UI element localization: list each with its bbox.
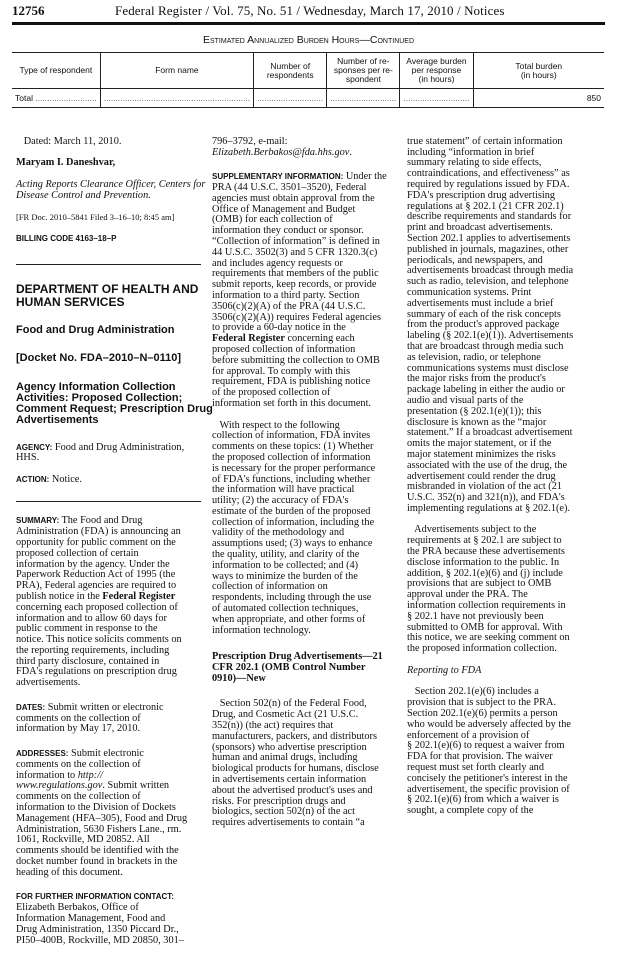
addresses-text: . Submit written comments on the collection of information to the Division of Dockets Management (HFA–305), Food and Drug Administration, 5630 Fishers Lane., rm. 1061, Rockville, MD 20852. All comments should be identified with the docket number found in brackets in the heading of this document.	[16, 780, 188, 878]
contact-text: Elizabeth Berbakos, Office of Information Management, Food and Drug Administration, 1350 Piccard Dr., PI50–400B, Rockville, MD 20850, 301–	[16, 902, 184, 946]
dates-para	[16, 703, 211, 735]
agency-heading: Food and Drug Administration	[16, 324, 175, 337]
contact-text: 796–3792, e-mail:	[212, 135, 288, 147]
burden-table	[12, 52, 604, 108]
reporting-subheading: Reporting to FDA	[407, 664, 482, 676]
addresses-label: ADDRESSES:	[16, 749, 69, 759]
agency-para	[16, 443, 211, 465]
leader-dots: ............................	[327, 89, 400, 108]
col-header: Number of respondents	[254, 53, 327, 89]
action-label: ACTION:	[16, 474, 50, 484]
billing-code: BILLING CODE 4163–18–P	[16, 233, 117, 243]
regulation-para: true statement” of certain information including “information in brief summary relating to side effects, contraindications, and effectiveness” as required by regulations issued by FDA. FDA's prescription drug advertising regulations at § 202.1 (21 CFR 202.1) describe requirements and standards for print and broadcast advertisements. Section 202.1 applies to advertisements published in journals, magazines, other periodicals, and newspapers, and advertisements broadcast through media such as radio, television, and telephone communication systems. Print advertisements must include a brief summary of each of the risk concepts from the product's approved package labeling (§ 202.1(e)(1)). Advertisements that are broadcast through media such as television, radio, or telephone communications systems must disclose the major risks from the product's package labeling in either the audio or audio and visual parts of the presentation (§ 202.1(e)(1)); this disclosure is known as the “major statement.” If a broadcast advertisement omits the major statement, or if the major statement minimizes the risks associated with the use of the drug, the advertisement could render the drug misbranded in violation of the act (21 U.S.C. 352(n) and 321(n)), and FDA's implementing regulations at § 202.1(e).	[407, 135, 574, 514]
leader-dots: ............................	[254, 89, 327, 108]
summary-text: The Food and Drug Administration (FDA) is announcing an opportunity for public comment on the proposed collection of certain information by the agency. Under the Paperwork Reduction Act of 1995 (the PRA), Federal agencies are required to publish notice in the	[16, 515, 181, 602]
supplementary-text: Under the PRA (44 U.S.C. 3501–3520), Federal agencies must obtain approval from the Office of Management and Budget (OMB) for each collection of information they conduct or sponsor. “Collection of information” is defined in 44 U.S.C. 3502(3) and 5 CFR 1320.3(c) and includes agency requests or requirements that members of the public submit reports, keep records, or provide information to a third party. Section 3506(c)(2)(A) of the PRA (44 U.S.C. 3506(c)(2)(A)) requires Federal agencies to provide a 60-day notice in the	[212, 171, 387, 334]
total-label: Total	[15, 93, 33, 103]
summary-para	[16, 516, 211, 689]
supplementary-para	[212, 172, 407, 410]
docket-number: [Docket No. FDA–2010–N–0110]	[16, 352, 182, 365]
agency-text: Food and Drug Administration, HHS.	[16, 441, 185, 464]
signer-name: Maryam I. Daneshvar,	[16, 157, 116, 169]
addresses-para	[16, 749, 211, 879]
dates-text: Submit written or electronic comments on the collection of information by May 17, 2010.	[16, 701, 164, 735]
section-divider	[16, 501, 201, 502]
column-2	[212, 126, 407, 840]
col-header: Number of re- sponses per re- spondent	[327, 53, 400, 89]
department-heading: DEPARTMENT OF HEALTH AND HUMAN SERVICES	[16, 282, 199, 309]
collection-heading: Prescription Drug Advertisements—21 CFR 202.1 (OMB Control Number 0910)—New	[212, 651, 383, 684]
federal-register-ref: Federal Register	[102, 590, 176, 602]
notice-subject: Agency Information Collection Activities: Proposed Collection; Comment Request; Prescription Drug Advertisements	[16, 380, 213, 426]
pra-para: Advertisements subject to the requirements at § 202.1 are subject to the PRA because these advertisements disclose information to the public. In addition, § 202.1(e)(6) and (j) include provisions that are subject to OMB approval under the PRA. The information collection requirements in § 202.1 have not previously been submitted to OMB for approval. With this notice, we are seeking comment on the proposed information collection.	[407, 524, 570, 655]
col-header: Average burden per response (in hours)	[400, 53, 473, 89]
waiver-para: Section 202.1(e)(6) includes a provision that is subject to the PRA. Section 202.1(e)(6) permits a person who would be adversely affected by the enforcement of a provision of § 202.1(e)(6) to request a waiver from FDA for that provision. The waiver request must set forth clearly and concisely the petitioner's interest in the advertisement, the specific provision of § 202.1(e)(6) from which a waiver is sought, a complete copy of the	[407, 686, 571, 817]
total-value: 850	[473, 89, 604, 108]
table-header-row	[12, 53, 604, 89]
federal-register-ref: Federal Register	[212, 333, 285, 345]
email-link[interactable]: Elizabeth.Berbakos@fda.hhs.gov	[212, 146, 350, 158]
header-rule	[12, 22, 605, 25]
total-label-cell	[12, 89, 100, 108]
section-502-para: Section 502(n) of the Federal Food, Drug, and Cosmetic Act (21 U.S.C. 352(n)) (the act) requires that manufacturers, packers, and distributors (sponsors) who advertise prescription human and animal drugs, including biological products for humans, disclose in advertisements certain information about the advertised product's uses and risks. For prescription drugs and biologics, section 502(n) of the act requires advertisements to contain “a	[212, 698, 379, 829]
action-text: Notice.	[49, 473, 82, 485]
table-row	[12, 89, 604, 108]
table-title: Estimated Annualized Burden Hours—Continued	[202, 34, 415, 46]
topics-para: With respect to the following collection of information, FDA invites comments on these topics: (1) Whether the proposed collection of information is necessary for the proper performance of FDA's functions, including whether the information will have practical utility; (2) the accuracy of FDA's estimate of the burden of the proposed collection of information, including the validity of the methodology and assumptions used; (3) ways to enhance the quality, utility, and clarity of the information to be collected; and (4) ways to minimize the burden of the collection of information on respondents, including through the use of automated collection techniques, when appropriate, and other forms of information technology.	[212, 419, 376, 636]
page-number: 12756	[12, 3, 45, 18]
column-3	[407, 126, 602, 828]
fr-doc: [FR Doc. 2010–5841 Filed 3–16–10; 8:45 am]	[16, 212, 175, 223]
publication-header: Federal Register / Vol. 75, No. 51 / Wednesday, March 17, 2010 / Notices	[115, 3, 505, 18]
column-1	[16, 126, 211, 957]
period: .	[349, 146, 352, 158]
supplementary-label: SUPPLEMENTARY INFORMATION:	[212, 172, 344, 182]
col-header: Type of respondent	[12, 53, 100, 89]
signer-title: Acting Reports Clearance Officer, Centers for Disease Control and Prevention.	[16, 178, 206, 201]
contact-para	[16, 892, 211, 946]
action-para	[16, 475, 211, 486]
addresses-text: Submit electronic comments on the collection of information to	[16, 748, 144, 781]
col-header: Form name	[100, 53, 253, 89]
summary-label: SUMMARY:	[16, 516, 60, 526]
leader-dots: ..........................	[32, 93, 97, 103]
summary-text: concerning each proposed collection of information and to allow 60 days for public comment in response to the notice. This notice solicits comments on the reporting requirements, including third party disclosure, contained in FDA's regulations on prescription drug advertisements.	[16, 601, 182, 689]
agency-label: AGENCY:	[16, 442, 53, 452]
dates-label: DATES:	[16, 702, 46, 712]
leader-dots: ..............................................................	[100, 89, 253, 108]
col-header: Total burden (in hours)	[473, 53, 604, 89]
leader-dots: ............................	[400, 89, 473, 108]
regulations-link[interactable]: http:// www.regulations.gov	[16, 769, 103, 792]
dated: Dated: March 11, 2010.	[16, 135, 122, 147]
section-divider	[16, 264, 201, 265]
contact-continued	[212, 137, 407, 159]
supplementary-text: concerning each proposed collection of information before submitting the collection to OMB for approval. To comply with this requirement, FDA is publishing notice of the proposed collection of information set forth in this document.	[212, 333, 380, 409]
contact-label: FOR FURTHER INFORMATION CONTACT:	[16, 892, 174, 902]
